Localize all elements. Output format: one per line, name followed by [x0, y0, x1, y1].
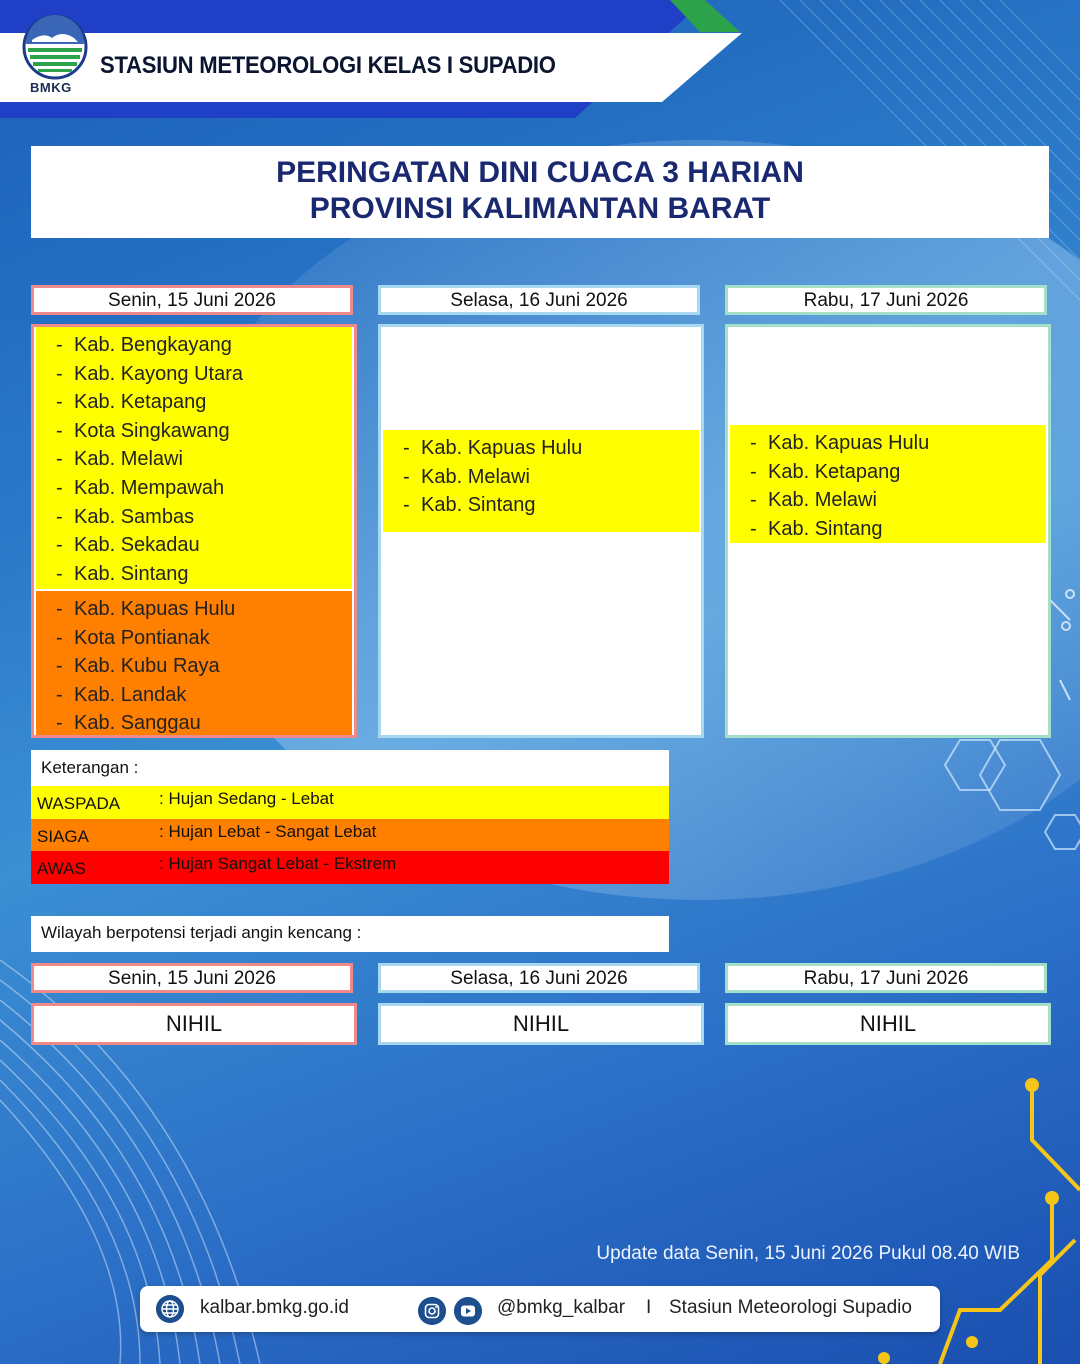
wind-day-header-2: Selasa, 16 Juni 2026: [378, 963, 700, 993]
list-item: - Kab. Sintang: [403, 494, 536, 517]
list-item: - Kab. Landak: [56, 683, 187, 706]
legend-row-waspada: [31, 786, 669, 819]
footer: [140, 1286, 940, 1332]
page-title-line-2: PROVINSI KALIMANTAN BARAT: [309, 192, 771, 225]
list-item: - Kab. Melawi: [403, 465, 530, 488]
list-item: - Kab. Mempawah: [56, 476, 225, 499]
wind-value-3: NIHIL: [725, 1003, 1051, 1045]
wind-day-header-3: Rabu, 17 Juni 2026: [725, 963, 1047, 993]
legend-title: Keterangan :: [41, 758, 139, 777]
list-item: - Kab. Bengkayang: [56, 334, 232, 356]
siaga-list-day-1: [36, 591, 352, 735]
list-item: - Kab. Sintang: [750, 517, 883, 540]
list-item: - Kab. Sekadau: [56, 534, 200, 557]
list-item: - Kab. Kapuas Hulu: [403, 437, 583, 459]
title-box: [31, 146, 1049, 238]
logo-text: BMKG: [30, 80, 72, 95]
legend-row-awas: [31, 851, 669, 884]
legend-value: : Hujan Sangat Lebat - Ekstrem: [159, 854, 397, 873]
day-header-2: Selasa, 16 Juni 2026: [378, 285, 700, 315]
footer-separator: I: [646, 1297, 652, 1318]
list-item: - Kab. Ketapang: [56, 391, 207, 414]
instagram-icon[interactable]: [418, 1297, 446, 1325]
globe-icon: [156, 1295, 184, 1323]
update-timestamp: Update data Senin, 15 Juni 2026 Pukul 08.40 WIB: [596, 1243, 1020, 1264]
list-item: - Kab. Melawi: [56, 448, 183, 471]
list-item: - Kota Pontianak: [56, 626, 210, 649]
day-body-3: [725, 324, 1051, 738]
list-item: - Kab. Melawi: [750, 489, 877, 512]
list-item: - Kota Singkawang: [56, 419, 230, 442]
wind-day-header-1: Senin, 15 Juni 2026: [31, 963, 353, 993]
footer-station-name: Stasiun Meteorologi Supadio: [669, 1297, 912, 1318]
list-item: - Kab. Kapuas Hulu: [750, 432, 930, 454]
list-item: - Kab. Kubu Raya: [56, 655, 220, 678]
day-header-1: Senin, 15 Juni 2026: [31, 285, 353, 315]
list-item: - Kab. Kayong Utara: [56, 362, 243, 385]
waspada-list-day-1: [36, 327, 352, 589]
legend-key: WASPADA: [37, 794, 121, 813]
list-item: - Kab. Kapuas Hulu: [56, 598, 236, 620]
wind-value-1: NIHIL: [31, 1003, 357, 1045]
youtube-icon[interactable]: [454, 1297, 482, 1325]
legend-key: AWAS: [37, 859, 86, 878]
legend-value: : Hujan Sedang - Lebat: [159, 789, 334, 808]
page-title-line-1: PERINGATAN DINI CUACA 3 HARIAN: [276, 156, 804, 189]
day-header-3: Rabu, 17 Juni 2026: [725, 285, 1047, 315]
waspada-list-day-3: [730, 425, 1046, 543]
list-item: - Kab. Sanggau: [56, 712, 201, 735]
wind-label-box: [31, 916, 669, 952]
legend: [31, 750, 669, 884]
legend-value: : Hujan Lebat - Sangat Lebat: [159, 822, 377, 841]
list-item: - Kab. Ketapang: [750, 460, 901, 483]
waspada-list-day-2: [383, 430, 699, 532]
day-body-2: [378, 324, 704, 738]
website-link[interactable]: kalbar.bmkg.go.id: [200, 1297, 349, 1318]
wind-label: Wilayah berpotensi terjadi angin kencang :: [41, 923, 362, 942]
station-title: STASIUN METEOROLOGI KELAS I SUPADIO: [100, 52, 556, 79]
day-body-1: [31, 324, 357, 738]
list-item: - Kab. Sintang: [56, 562, 189, 585]
social-handle[interactable]: @bmkg_kalbar: [497, 1297, 626, 1318]
list-item: - Kab. Sambas: [56, 505, 195, 528]
legend-row-siaga: [31, 819, 669, 852]
legend-key: SIAGA: [37, 827, 89, 846]
wind-value-2: NIHIL: [378, 1003, 704, 1045]
